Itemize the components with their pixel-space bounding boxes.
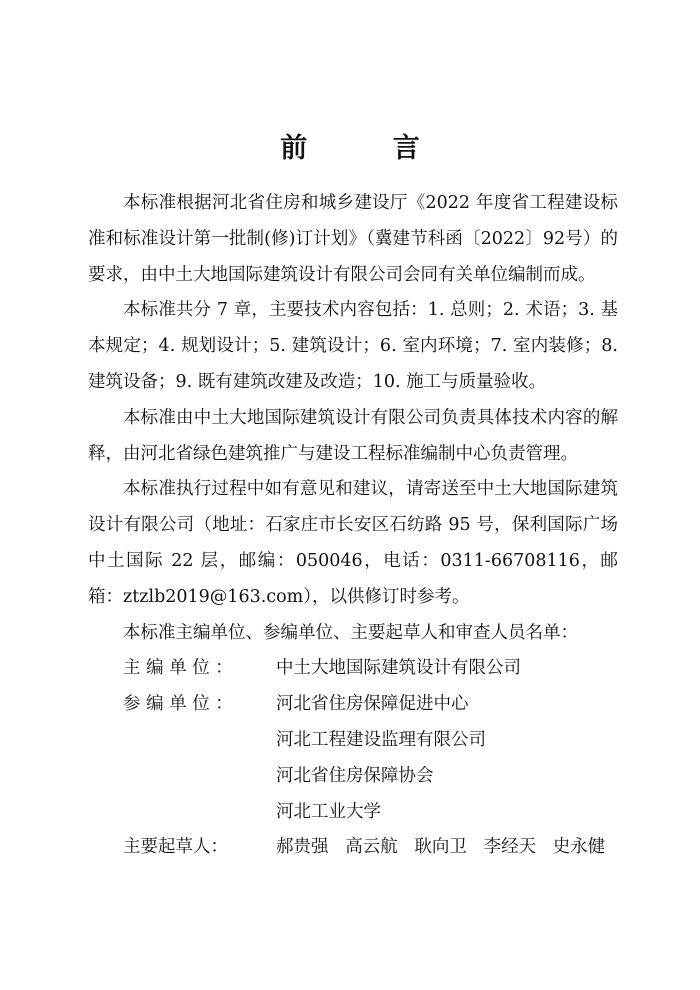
chief-unit-row	[88, 651, 618, 687]
participating-unit-row	[88, 759, 618, 795]
drafters-row	[88, 830, 618, 866]
paragraph-list-intro: 本标准主编单位、参编单位、主要起草人和审查人员名单：	[123, 622, 578, 643]
participating-unit-value: 河北工业大学	[276, 801, 381, 822]
paragraph-basis: 本标准根据河北省住房和城乡建设厅《2022 年度省工程建设标准和标准设计第一批制(修)订计划》（冀建节科函〔2022〕92号）的要求，由中土大地国际建筑设计有限公司会同有关单位编制而成。	[88, 193, 618, 285]
paragraph-feedback: 本标准执行过程中如有意见和建议，请寄送至中土大地国际建筑设计有限公司（地址：石家庄市长安区石纺路 95 号，保利国际广场中土国际 22 层，邮编：050046，电话：0311-66708116，邮箱：ztzlb2019@163.com），以供修订时参考。	[88, 479, 618, 607]
participating-unit-value: 河北工程建设监理有限公司	[276, 729, 486, 750]
chief-unit-label: 主 编 单 位 ：	[123, 658, 233, 679]
participating-unit-row	[88, 723, 618, 759]
participating-unit-value: 河北省住房保障协会	[276, 765, 434, 786]
page-title: 前 言	[280, 133, 458, 164]
participating-unit-row	[88, 795, 618, 831]
preface-body	[88, 186, 618, 866]
drafters-value: 郝贵强 高云航 耿向卫 李经天 史永健	[276, 837, 606, 858]
participating-unit-value: 河北省住房保障促进中心	[276, 694, 469, 715]
paragraph-interpretation: 本标准由中土大地国际建筑设计有限公司负责具体技术内容的解释，由河北省绿色建筑推广与建设工程标准编制中心负责管理。	[88, 407, 618, 464]
chief-unit-value: 中土大地国际建筑设计有限公司	[276, 658, 521, 679]
participating-unit-row	[88, 687, 618, 723]
participating-unit-label: 参 编 单 位 ：	[123, 694, 233, 715]
drafters-label: 主要起草人：	[123, 837, 228, 858]
paragraph-contents: 本标准共分 7 章，主要技术内容包括：1. 总则；2. 术语；3. 基本规定；4. 规划设计；5. 建筑设计；6. 室内环境；7. 室内装修；8. 建筑设备；9. 既有建筑改建及改造；10. 施工与质量验收。	[88, 300, 618, 392]
